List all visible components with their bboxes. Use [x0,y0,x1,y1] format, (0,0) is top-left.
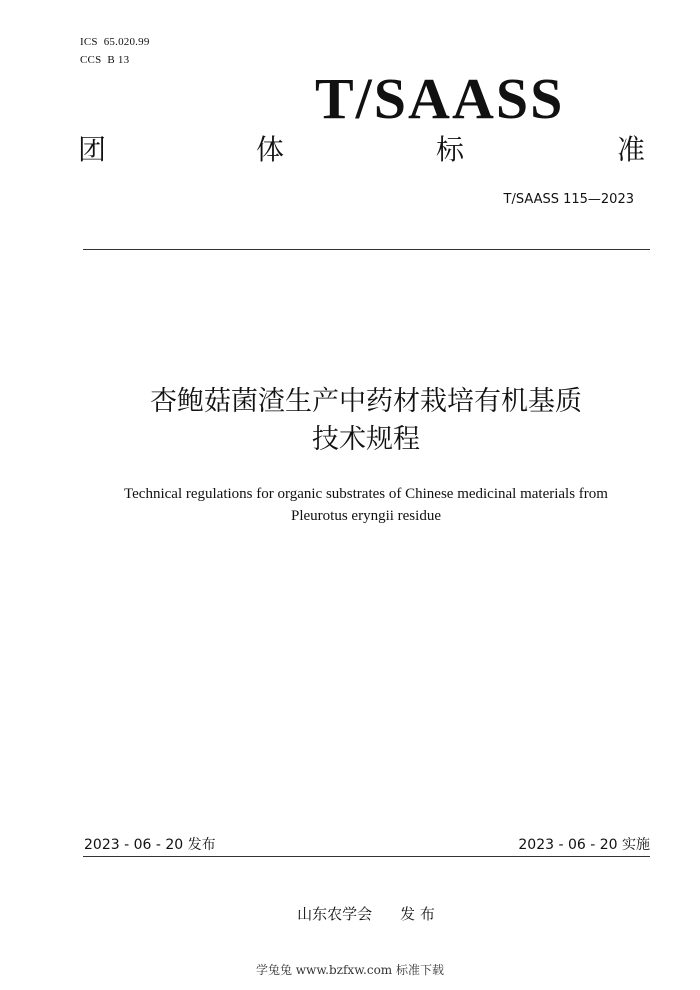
release-date: 2023 - 06 - 20 发布 [84,837,216,853]
category-char-4: 准 [617,133,646,166]
standard-number: T/SAASS 115—2023 [503,192,634,207]
publisher [0,903,700,924]
publisher-action: 发 布 [400,905,435,923]
title-cn-line1: 杏鲍菇菌渣生产中药材栽培有机基质 [150,386,582,417]
ics-label: ICS [80,36,98,48]
ics-value: 65.020.99 [103,36,150,48]
publisher-name: 山东农学会 [297,905,373,923]
ccs-code [80,54,135,66]
download-source-footer: 学兔兔 www.bzfxw.com 标准下载 [255,963,445,977]
ccs-value: B 13 [107,54,130,66]
title-en-line2: Pleurotus eryngii residue [291,508,441,524]
category-char-3: 标 [436,133,465,166]
standard-logo: T/SAASS [315,66,565,131]
header-divider [83,249,650,250]
title-cn-line2: 技术规程 [312,424,420,455]
category-char-1: 团 [78,133,107,166]
ics-code [80,36,156,48]
footer-divider [83,856,650,857]
implement-date: 2023 - 06 - 20 实施 [518,837,650,853]
title-en-line1: Technical regulations for organic substrates of Chinese medicinal materials from [124,486,608,502]
ccs-label: CCS [80,54,102,66]
category-char-2: 体 [256,133,285,166]
